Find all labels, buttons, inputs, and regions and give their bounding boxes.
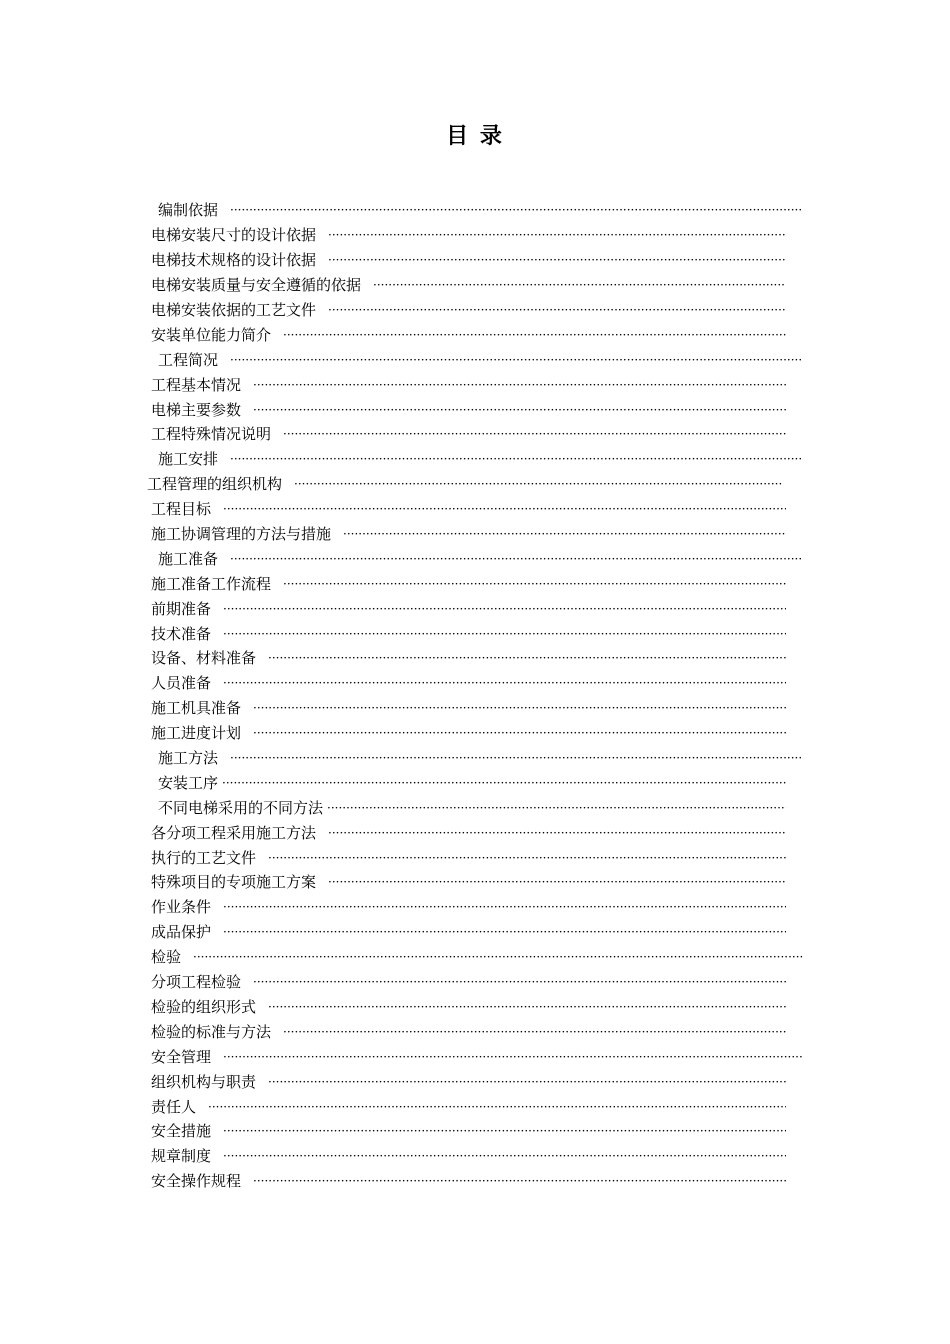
toc-entry[interactable] — [0, 870, 786, 895]
toc-entry[interactable] — [0, 945, 803, 970]
toc-entry-label: 工程简况 — [158, 350, 219, 369]
toc-entry[interactable] — [0, 1169, 786, 1194]
toc-entry[interactable] — [0, 571, 786, 596]
toc-entry[interactable] — [0, 522, 786, 547]
toc-entry-label: 工程基本情况 — [151, 375, 242, 394]
toc-entry-label: 施工准备工作流程 — [151, 574, 272, 593]
toc-entry[interactable] — [0, 845, 786, 870]
dot-leader — [328, 300, 786, 320]
toc-entry-label: 作业条件 — [151, 898, 212, 917]
dot-leader — [253, 698, 786, 718]
dot-leader — [268, 997, 786, 1017]
toc-entry-label: 设备、材料准备 — [151, 649, 257, 668]
toc-entry-label: 电梯安装尺寸的设计依据 — [151, 226, 317, 245]
toc-entry[interactable] — [0, 322, 786, 347]
toc-entry[interactable] — [0, 621, 786, 646]
toc-entry-label: 电梯主要参数 — [151, 400, 242, 419]
toc-entry-label: 技术准备 — [151, 624, 212, 643]
dot-leader — [328, 225, 786, 245]
toc-entry[interactable] — [0, 696, 786, 721]
toc-entry[interactable] — [0, 721, 786, 746]
dot-leader — [268, 648, 786, 668]
toc-entry[interactable] — [0, 820, 786, 845]
dot-leader — [253, 400, 786, 420]
toc-entry[interactable] — [0, 995, 786, 1020]
toc-entry-label: 执行的工艺文件 — [151, 848, 257, 867]
toc-entry[interactable] — [0, 1119, 786, 1144]
toc-entry[interactable] — [0, 970, 786, 995]
dot-leader — [230, 350, 803, 370]
toc-entry-label: 特殊项目的专项施工方案 — [151, 873, 317, 892]
dot-leader — [294, 474, 782, 494]
toc-entry-label: 电梯技术规格的设计依据 — [151, 251, 317, 270]
toc-entry[interactable] — [0, 422, 786, 447]
dot-leader — [253, 1171, 786, 1191]
dot-leader — [268, 1072, 786, 1092]
toc-entry[interactable] — [0, 1019, 786, 1044]
toc-entry-label: 检验 — [151, 948, 182, 967]
dot-leader — [223, 599, 786, 619]
dot-leader — [230, 748, 803, 768]
toc-entry-label: 施工安排 — [158, 450, 219, 469]
dot-leader — [193, 947, 803, 967]
toc-entry[interactable] — [0, 248, 786, 273]
dot-leader — [222, 773, 786, 793]
dot-leader — [268, 848, 786, 868]
dot-leader — [328, 250, 786, 270]
toc-entry-label: 工程目标 — [151, 500, 212, 519]
toc-entry-label: 安装工序 — [158, 773, 219, 792]
toc-entry-label: 安全操作规程 — [151, 1172, 242, 1191]
dot-leader — [283, 424, 786, 444]
toc-entry-label: 安全措施 — [151, 1122, 212, 1141]
toc-entry[interactable] — [0, 223, 786, 248]
dot-leader — [223, 1146, 786, 1166]
dot-leader — [253, 375, 786, 395]
toc-entry[interactable] — [0, 546, 803, 571]
page-title: 目 录 — [446, 124, 504, 149]
toc-entry-label: 责任人 — [151, 1097, 197, 1116]
toc-entry[interactable] — [0, 795, 786, 820]
dot-leader — [208, 1097, 786, 1117]
toc-entry-label: 施工协调管理的方法与措施 — [151, 525, 332, 544]
toc-entry[interactable] — [0, 1094, 786, 1119]
toc-entry[interactable] — [0, 397, 786, 422]
dot-leader — [373, 275, 786, 295]
toc-entry[interactable] — [0, 770, 786, 795]
toc-entry[interactable] — [0, 273, 786, 298]
toc-entry-label: 施工机具准备 — [151, 699, 242, 718]
toc-entry-label: 电梯安装依据的工艺文件 — [151, 301, 317, 319]
toc-entry-label: 工程管理的组织机构 — [147, 475, 283, 494]
toc-entry[interactable] — [0, 372, 786, 397]
dot-leader — [253, 723, 786, 743]
dot-leader — [343, 524, 786, 544]
toc-entry[interactable] — [0, 497, 786, 522]
toc-entry-label: 人员准备 — [151, 674, 212, 693]
dot-leader — [328, 872, 786, 892]
toc-entry-label: 电梯安装质量与安全遵循的依据 — [151, 276, 362, 295]
table-of-contents — [0, 198, 950, 1194]
toc-entry-label: 施工方法 — [158, 749, 219, 768]
toc-entry[interactable] — [0, 1069, 786, 1094]
toc-entry[interactable] — [0, 472, 782, 497]
toc-entry[interactable] — [0, 1044, 803, 1069]
toc-entry-label: 规章制度 — [151, 1147, 212, 1166]
toc-entry-label: 施工准备 — [158, 549, 219, 568]
dot-leader — [253, 972, 786, 992]
dot-leader — [223, 499, 786, 519]
dot-leader — [283, 1022, 786, 1042]
toc-entry[interactable] — [0, 447, 803, 472]
dot-leader — [223, 897, 786, 917]
dot-leader — [223, 673, 786, 693]
toc-entry-label: 安装单位能力简介 — [151, 325, 272, 344]
toc-entry-label: 施工进度计划 — [151, 724, 242, 743]
toc-entry[interactable] — [0, 347, 803, 372]
toc-entry-label: 不同电梯采用的不同方法 — [158, 798, 324, 817]
dot-leader — [223, 1121, 786, 1141]
dot-leader — [283, 574, 786, 594]
toc-entry[interactable] — [0, 746, 803, 771]
toc-entry-label: 组织机构与职责 — [151, 1072, 257, 1091]
dot-leader — [230, 449, 803, 469]
toc-entry[interactable] — [0, 596, 786, 621]
toc-entry[interactable] — [0, 298, 786, 323]
toc-entry-label: 检验的组织形式 — [151, 997, 257, 1016]
toc-entry-label: 成品保护 — [151, 923, 212, 942]
dot-leader — [230, 549, 803, 569]
toc-entry-label: 安全管理 — [151, 1047, 212, 1066]
toc-entry-label: 分项工程检验 — [151, 973, 242, 992]
dot-leader — [223, 624, 786, 644]
toc-entry-label: 检验的标准与方法 — [151, 1022, 272, 1041]
toc-entry[interactable] — [0, 895, 786, 920]
toc-entry-label: 前期准备 — [151, 599, 212, 618]
toc-entry-label: 编制依据 — [158, 201, 219, 220]
toc-entry-label: 各分项工程采用施工方法 — [151, 823, 317, 842]
dot-leader — [230, 200, 803, 220]
toc-entry[interactable] — [0, 198, 803, 223]
toc-entry[interactable] — [0, 1144, 786, 1169]
dot-leader — [327, 798, 786, 818]
dot-leader — [223, 1047, 803, 1067]
toc-entry[interactable] — [0, 671, 786, 696]
dot-leader — [283, 325, 786, 345]
dot-leader — [223, 922, 786, 942]
toc-entry[interactable] — [0, 646, 786, 671]
toc-entry[interactable] — [0, 920, 786, 945]
dot-leader — [328, 823, 786, 843]
toc-entry-label: 工程特殊情况说明 — [151, 425, 272, 444]
